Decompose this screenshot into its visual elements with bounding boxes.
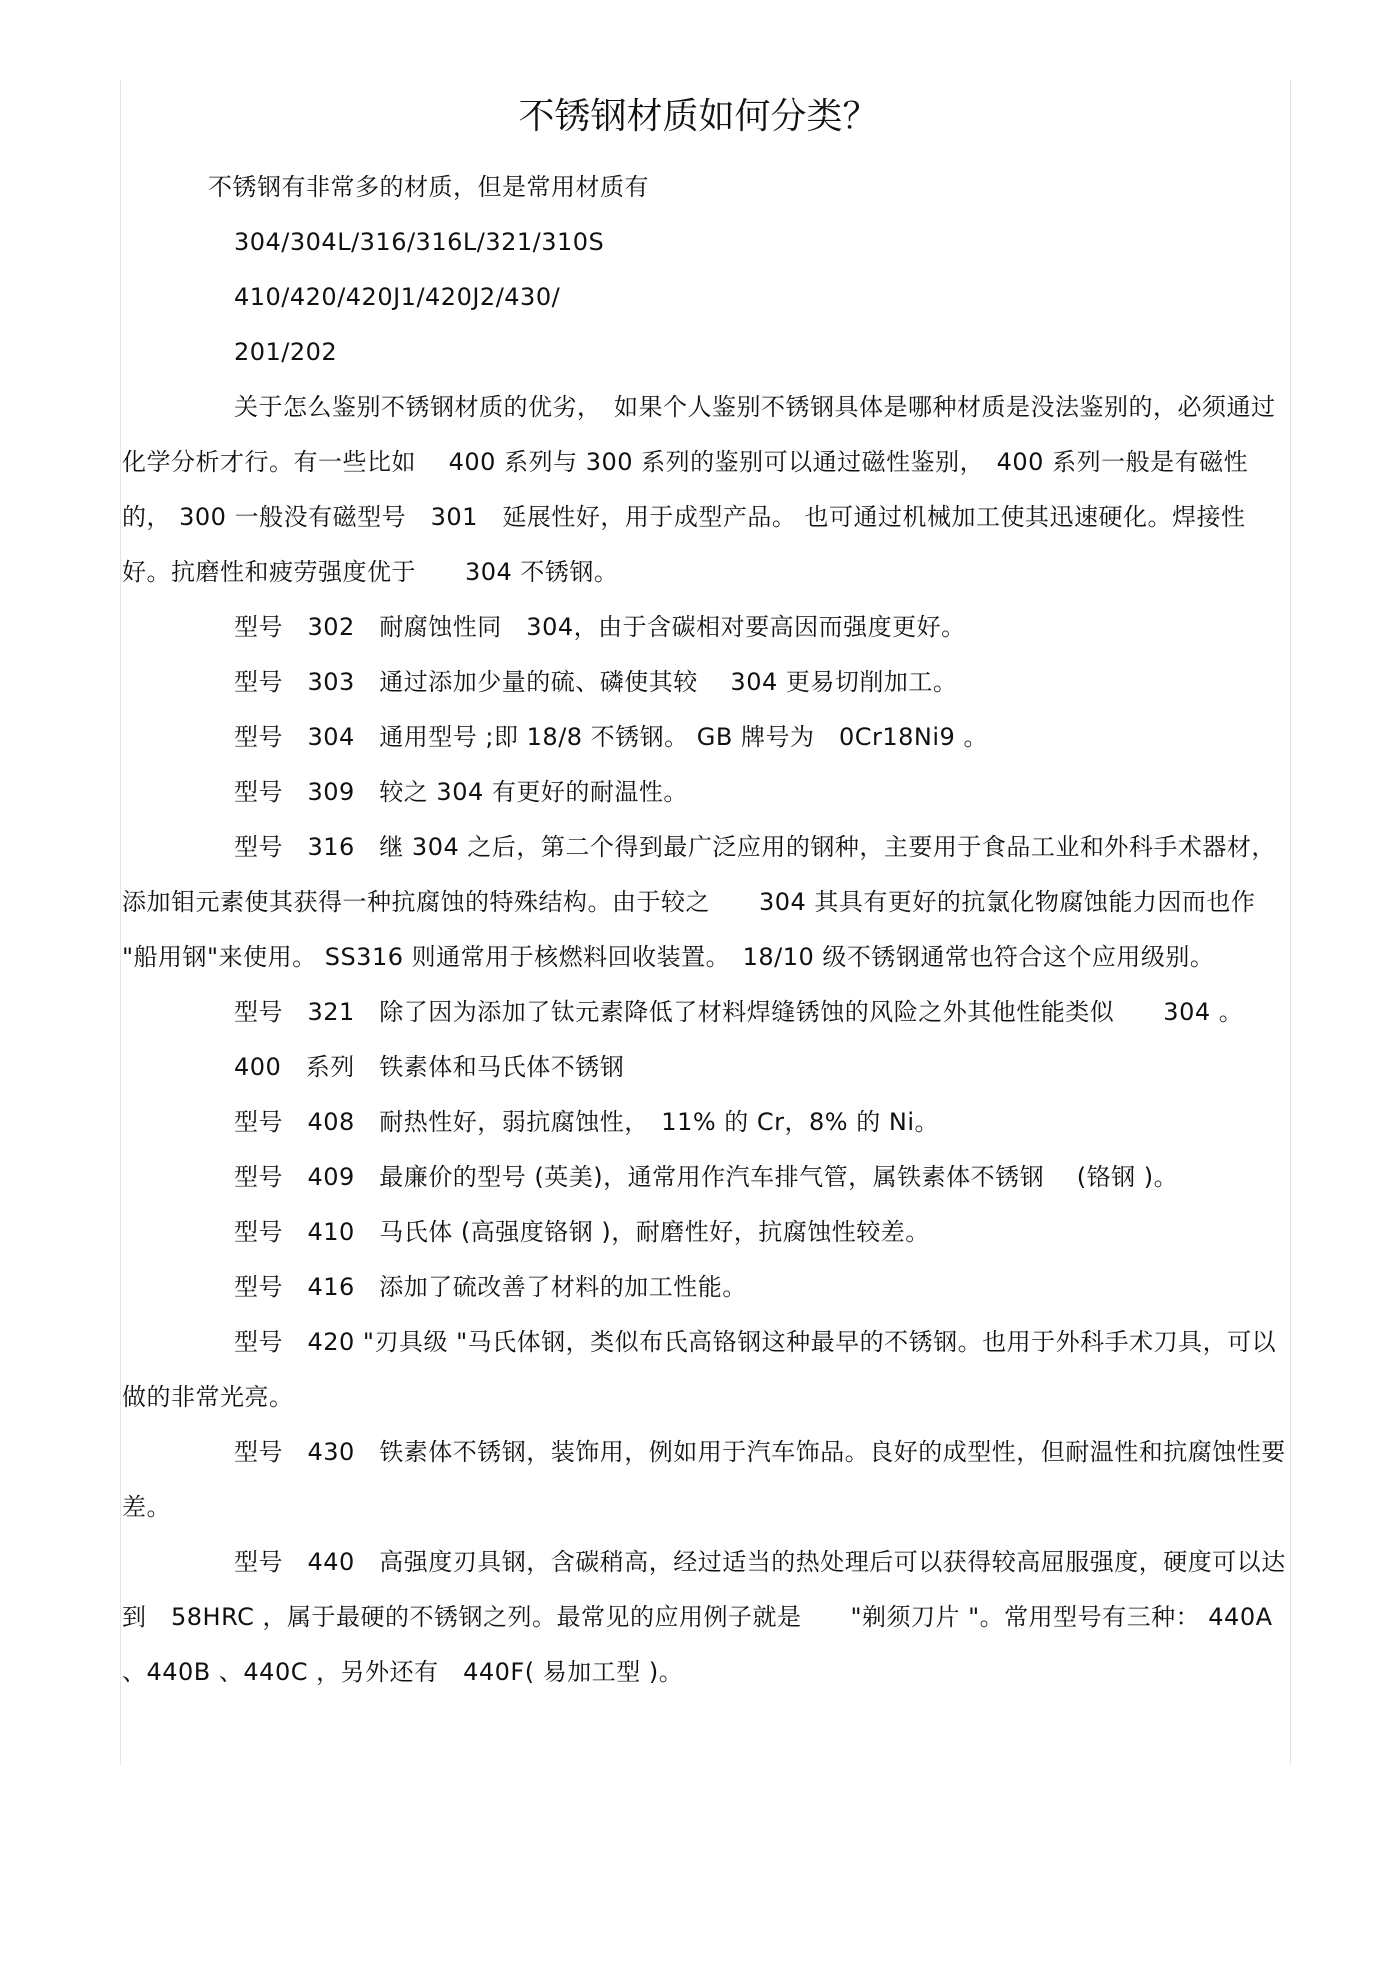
paragraph: 型号 309 较之 304 有更好的耐温性。 [234,778,688,806]
document-title: 不锈钢材质如何分类？ [518,96,879,137]
paragraph: 型号 416 添加了硫改善了材料的加工性能。 [234,1273,747,1301]
paragraph: 201/202 [234,338,338,366]
paragraph: 不锈钢有非常多的材质，但是常用材质有 [208,173,649,201]
paragraph: 型号 420 "刃具级 "马氏体钢，类似布氏高铬钢这种最早的不锈钢。也用于外科手术刀具，可以做的非常光亮。 [122,1328,1277,1411]
paragraph: 型号 430 铁素体不锈钢，装饰用，例如用于汽车饰品。良好的成型性，但耐温性和抗腐蚀性要差。 [122,1438,1286,1521]
paragraph: 410/420/420J1/420J2/430/ [234,283,561,311]
paragraph: 型号 304 通用型号 ;即 18/8 不锈钢。 GB 牌号为 0Cr18Ni9 。 [234,723,988,751]
document-body [122,160,1290,1700]
paragraph: 型号 302 耐腐蚀性同 304，由于含碳相对要高因而强度更好。 [234,613,966,641]
paragraph: 型号 409 最廉价的型号 (英美)，通常用作汽车排气管，属铁素体不锈钢 (铬钢 )。 [234,1163,1179,1191]
paragraph: 型号 410 马氏体 (高强度铬钢 )，耐磨性好，抗腐蚀性较差。 [234,1218,930,1246]
paragraph: 型号 408 耐热性好，弱抗腐蚀性， 11% 的 Cr，8% 的 Ni。 [234,1108,939,1136]
paragraph: 304/304L/316/316L/321/310S [234,228,605,256]
paragraph: 400 系列 铁素体和马氏体不锈钢 [234,1053,625,1081]
paragraph: 型号 316 继 304 之后，第二个得到最广泛应用的钢种，主要用于食品工业和外科手术器材，添加钼元素使其获得一种抗腐蚀的特殊结构。由于较之 304 其具有更好的抗氯化物腐蚀能力因而也作 "船用钢"来使用。 SS316 则通常用于核燃料回收装置。 18/10 级不锈钢通常也符合这个应用级别。 [122,833,1276,971]
paragraph: 型号 303 通过添加少量的硫、磷使其较 304 更易切削加工。 [234,668,958,696]
right-margin-line [1290,80,1291,1765]
paragraph: 型号 321 除了因为添加了钛元素降低了材料焊缝锈蚀的风险之外其他性能类似 304 。 [234,998,1244,1026]
paragraph: 关于怎么鉴别不锈钢材质的优劣， 如果个人鉴别不锈钢具体是哪种材质是没法鉴别的，必须通过化学分析才行。有一些比如 400 系列与 300 系列的鉴别可以通过磁性鉴别， 400 系列一般是有磁性的， 300 一般没有磁型号 301 延展性好，用于成型产品。 也可通过机械加工使其迅速硬化。焊接性好。抗磨性和疲劳强度优于 304 不锈钢。 [122,393,1276,586]
paragraph: 型号 440 高强度刃具钢，含碳稍高，经过适当的热处理后可以获得较高屈服强度，硬度可以达到 58HRC ，属于最硬的不锈钢之列。最常见的应用例子就是 "剃须刀片 "。常用型号有三种： 440A 、440B 、440C ，另外还有 440F( 易加工型 )。 [122,1548,1286,1686]
left-margin-line [120,80,121,1765]
